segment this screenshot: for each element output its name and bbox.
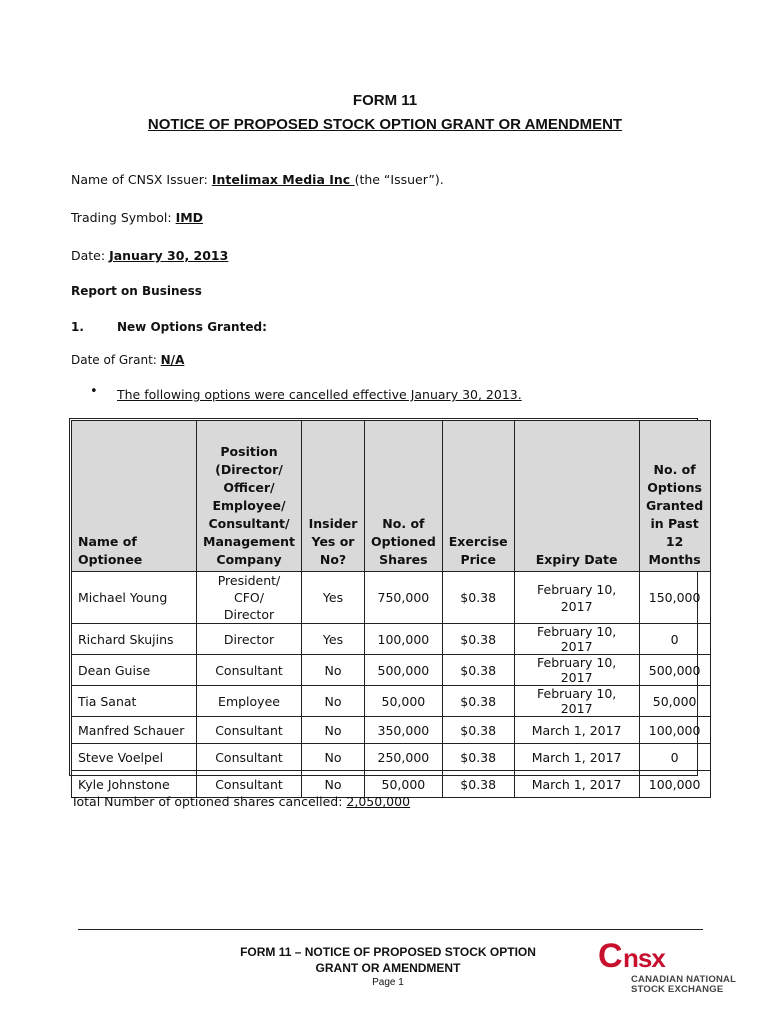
cell-position: Employee (197, 686, 302, 717)
cnsx-logo-letters: nsx (623, 943, 665, 973)
cell-name: Tia Sanat (72, 686, 197, 717)
header-name: Name of Optionee (72, 421, 197, 572)
cell-position: Director (197, 624, 302, 655)
options-table (71, 420, 711, 798)
grant-date-value: N/A (160, 353, 185, 367)
cell-insider: Yes (302, 572, 365, 624)
table-row (72, 655, 711, 686)
cnsx-logo-mark: C (598, 937, 623, 975)
form-subtitle: NOTICE OF PROPOSED STOCK OPTION GRANT OR AMENDMENT (147, 116, 623, 133)
date-value: January 30, 2013 (109, 248, 229, 263)
report-heading: Report on Business (71, 284, 202, 298)
cell-insider: No (302, 655, 365, 686)
cell-name: Manfred Schauer (72, 717, 197, 744)
cell-price: $0.38 (442, 655, 514, 686)
issuer-line (71, 172, 444, 187)
issuer-suffix: (the “Issuer”). (354, 172, 444, 187)
cell-expiry: February 10, 2017 (514, 624, 639, 655)
cell-name: Richard Skujins (72, 624, 197, 655)
cell-shares: 50,000 (365, 686, 443, 717)
table-row (72, 572, 711, 624)
cell-past12: 0 (639, 624, 710, 655)
cell-price: $0.38 (442, 624, 514, 655)
cell-position: President/ CFO/ Director (197, 572, 302, 624)
cell-price: $0.38 (442, 686, 514, 717)
footer-divider (78, 929, 703, 930)
trading-symbol-value: IMD (175, 210, 204, 225)
form-title: FORM 11 (352, 92, 418, 109)
cell-past12: 100,000 (639, 717, 710, 744)
cell-insider: No (302, 686, 365, 717)
header-price: Exercise Price (442, 421, 514, 572)
issuer-label: Name of CNSX Issuer: (71, 172, 212, 187)
table-row (72, 744, 711, 771)
bullet-text: The following options were cancelled effective January 30, 2013. (117, 387, 522, 402)
cell-expiry: March 1, 2017 (514, 717, 639, 744)
cell-past12: 50,000 (639, 686, 710, 717)
trading-symbol-label: Trading Symbol: (71, 210, 176, 225)
cell-shares: 50,000 (365, 771, 443, 798)
cell-position: Consultant (197, 655, 302, 686)
cell-insider: No (302, 717, 365, 744)
cell-price: $0.38 (442, 572, 514, 624)
cell-name: Dean Guise (72, 655, 197, 686)
table-row (72, 717, 711, 744)
cell-price: $0.38 (442, 717, 514, 744)
footer-line2: GRANT OR AMENDMENT (315, 961, 461, 975)
cell-shares: 350,000 (365, 717, 443, 744)
total-line (71, 794, 410, 809)
total-label: Total Number of optioned shares cancelled: (71, 794, 347, 809)
table-header-row (72, 421, 711, 572)
header-expiry: Expiry Date (514, 421, 639, 572)
cell-position: Consultant (197, 771, 302, 798)
cell-expiry: March 1, 2017 (514, 744, 639, 771)
cell-name: Michael Young (72, 572, 197, 624)
cell-past12: 150,000 (639, 572, 710, 624)
cell-expiry: February 10, 2017 (514, 686, 639, 717)
cell-price: $0.38 (442, 744, 514, 771)
table-row (72, 686, 711, 717)
table-row (72, 624, 711, 655)
issuer-value: Intelimax Media Inc (211, 172, 355, 187)
header-insider: Insider Yes or No? (302, 421, 365, 572)
cell-past12: 100,000 (639, 771, 710, 798)
section-number: 1. (71, 320, 84, 334)
cell-expiry: February 10, 2017 (514, 572, 639, 624)
cell-shares: 250,000 (365, 744, 443, 771)
header-shares: No. of Optioned Shares (365, 421, 443, 572)
cnsx-logo-icon (596, 933, 686, 975)
footer-line1: FORM 11 – NOTICE OF PROPOSED STOCK OPTION (240, 945, 536, 959)
cell-past12: 0 (639, 744, 710, 771)
cell-name: Steve Voelpel (72, 744, 197, 771)
date-line (71, 248, 228, 263)
grant-date-label: Date of Grant: (71, 353, 161, 367)
header-past12: No. of Options Granted in Past 12 Months (639, 421, 710, 572)
cell-past12: 500,000 (639, 655, 710, 686)
total-value: 2,050,000 (346, 794, 411, 809)
cell-insider: Yes (302, 624, 365, 655)
logo-caption (631, 975, 736, 995)
cell-insider: No (302, 744, 365, 771)
cell-name: Kyle Johnstone (72, 771, 197, 798)
cell-expiry: February 10, 2017 (514, 655, 639, 686)
cell-shares: 500,000 (365, 655, 443, 686)
cell-position: Consultant (197, 717, 302, 744)
header-position: Position (Director/ Officer/ Employee/ Consultant/ Management Company (197, 421, 302, 572)
cell-position: Consultant (197, 744, 302, 771)
cell-expiry: March 1, 2017 (514, 771, 639, 798)
cell-insider: No (302, 771, 365, 798)
section-title: New Options Granted: (117, 320, 267, 334)
logo-line1: CANADIAN NATIONAL (631, 974, 737, 985)
logo-line2: STOCK EXCHANGE (631, 984, 724, 995)
date-label: Date: (71, 248, 110, 263)
grant-date-line (71, 353, 184, 367)
bullet-icon: • (90, 384, 98, 399)
footer-page: Page 1 (372, 977, 404, 988)
trading-symbol-line (71, 210, 203, 225)
cell-shares: 750,000 (365, 572, 443, 624)
cell-price: $0.38 (442, 771, 514, 798)
cell-shares: 100,000 (365, 624, 443, 655)
